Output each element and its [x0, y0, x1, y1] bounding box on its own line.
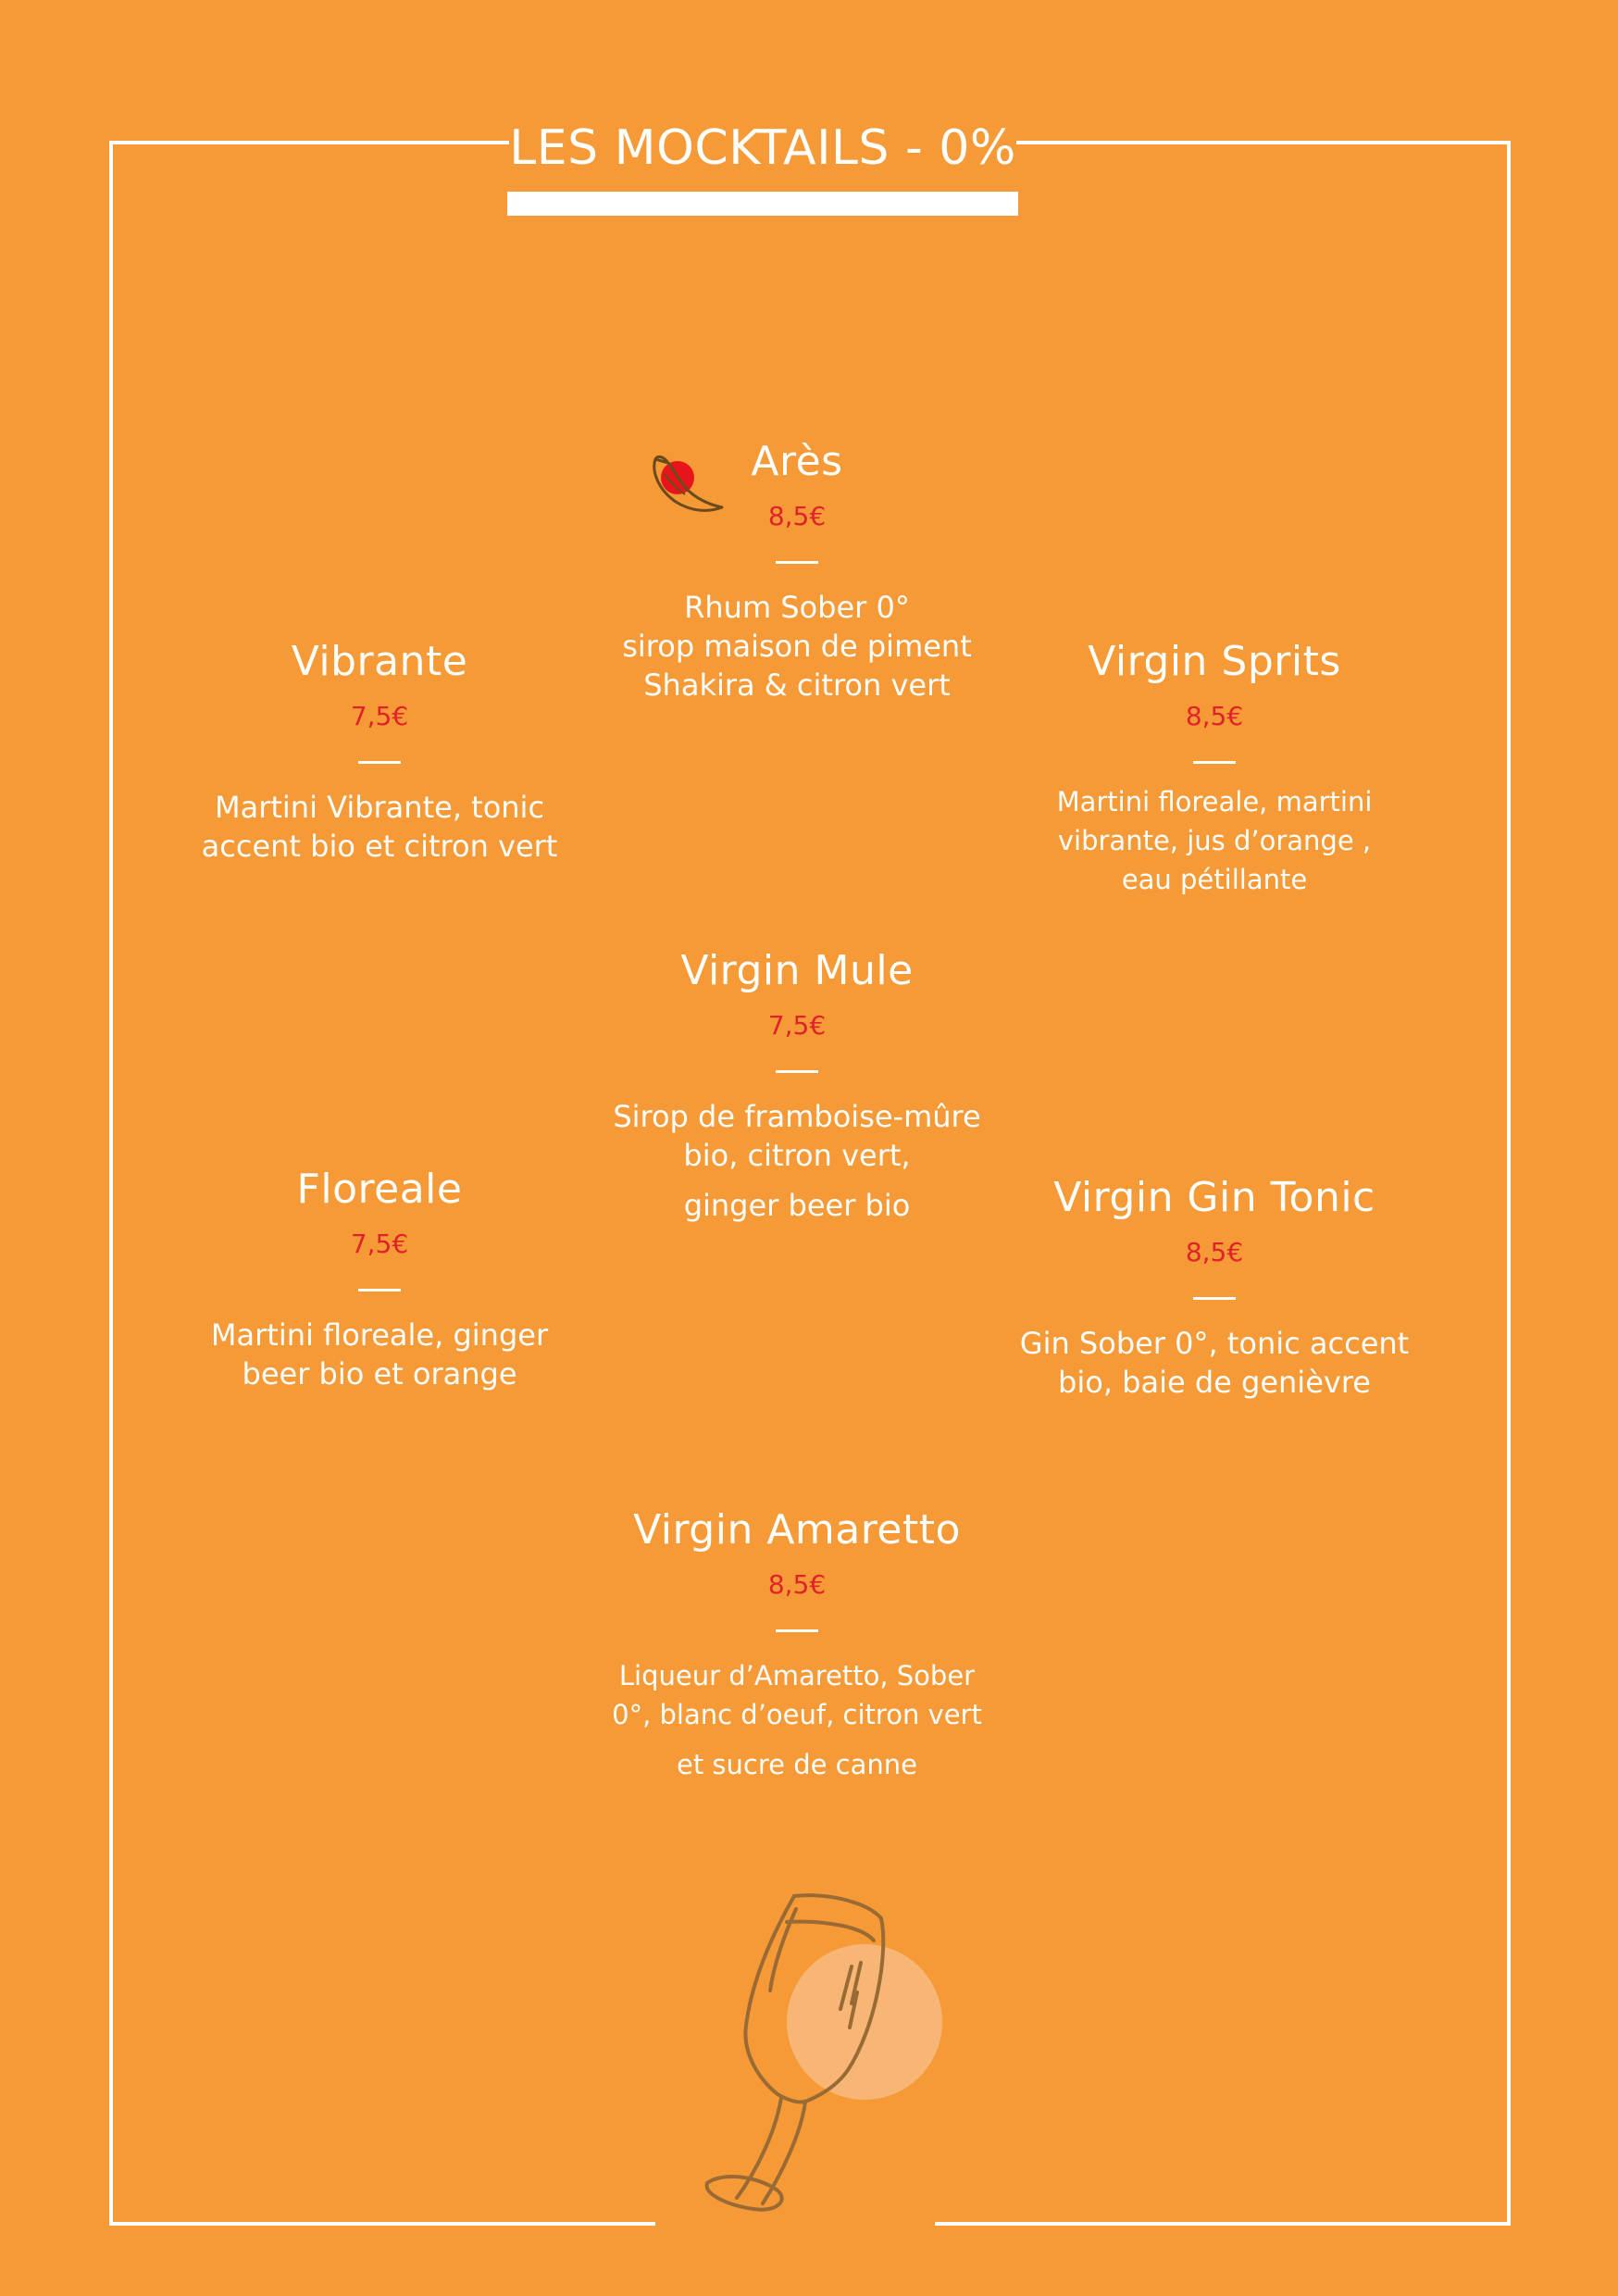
item-description: [556, 1097, 1038, 1225]
frame-right: [1507, 141, 1511, 2226]
menu-item-ares: [556, 435, 1038, 705]
desc-line: Rhum Sober 0°: [684, 590, 910, 625]
item-price: 7,5€: [350, 701, 409, 731]
item-description: [148, 1316, 611, 1393]
page-title: LES MOCKTAILS - 0%: [509, 120, 1016, 176]
item-price: 8,5€: [767, 501, 827, 531]
separator: [358, 1289, 401, 1292]
menu-item-virgin-gin-tonic: [983, 1171, 1446, 1402]
item-description: [148, 788, 611, 866]
desc-line: ginger beer bio: [683, 1188, 911, 1223]
item-price: 8,5€: [1185, 701, 1244, 731]
menu-item-virgin-amaretto: [556, 1504, 1038, 1784]
separator: [776, 1070, 818, 1073]
menu-item-vibrante: [148, 635, 611, 866]
item-name: Vibrante: [291, 638, 468, 685]
frame-bottom-right: [935, 2222, 1511, 2226]
item-description: [983, 782, 1446, 899]
frame-left: [109, 141, 113, 2226]
desc-line: et sucre de canne: [677, 1749, 917, 1780]
desc-line: Martini Vibrante, tonic: [214, 790, 545, 825]
item-name: Virgin Amaretto: [633, 1506, 961, 1554]
desc-line: Martini floreale, martini: [1056, 786, 1373, 817]
desc-line: bio, baie de genièvre: [1058, 1365, 1371, 1400]
desc-line: vibrante, jus d’orange ,: [1057, 825, 1372, 856]
title-underline: [507, 192, 1018, 216]
desc-line: beer bio et orange: [242, 1356, 517, 1391]
item-description: [983, 1324, 1446, 1402]
item-price: 8,5€: [767, 1569, 827, 1600]
separator: [776, 1629, 818, 1632]
desc-line: 0°, blanc d’oeuf, citron vert: [612, 1699, 982, 1730]
wine-glass-icon: [666, 1889, 963, 2231]
desc-line: eau pétillante: [1121, 864, 1308, 895]
item-price: 7,5€: [350, 1229, 409, 1259]
item-description: [556, 1656, 1038, 1784]
separator: [1193, 761, 1236, 764]
separator: [1193, 1297, 1236, 1300]
desc-line: Shakira & citron vert: [643, 668, 951, 703]
frame-top-left: [109, 141, 509, 144]
item-name: Floreale: [296, 1166, 463, 1213]
separator: [776, 561, 818, 564]
item-name: Virgin Mule: [680, 947, 914, 994]
desc-line: Liqueur d’Amaretto, Sober: [618, 1660, 976, 1691]
desc-line: bio, citron vert,: [683, 1138, 911, 1173]
menu-item-virgin-sprits: [983, 635, 1446, 899]
desc-line: Sirop de framboise-mûre: [613, 1099, 981, 1134]
menu-item-virgin-mule: [556, 944, 1038, 1225]
item-name: Arès: [751, 438, 843, 485]
frame-bottom-left: [109, 2222, 655, 2226]
item-price: 7,5€: [767, 1010, 827, 1041]
item-name: Virgin Sprits: [1088, 638, 1341, 685]
menu-item-floreale: [148, 1163, 611, 1393]
desc-line: Gin Sober 0°, tonic accent: [1019, 1326, 1410, 1361]
desc-line: Martini floreale, ginger: [210, 1317, 549, 1353]
desc-line: sirop maison de piment: [622, 629, 972, 664]
item-description: [556, 588, 1038, 705]
frame-top-right: [1016, 141, 1511, 144]
desc-line: accent bio et citron vert: [201, 829, 558, 864]
item-price: 8,5€: [1185, 1237, 1244, 1267]
item-name: Virgin Gin Tonic: [1053, 1174, 1375, 1221]
separator: [358, 761, 401, 764]
